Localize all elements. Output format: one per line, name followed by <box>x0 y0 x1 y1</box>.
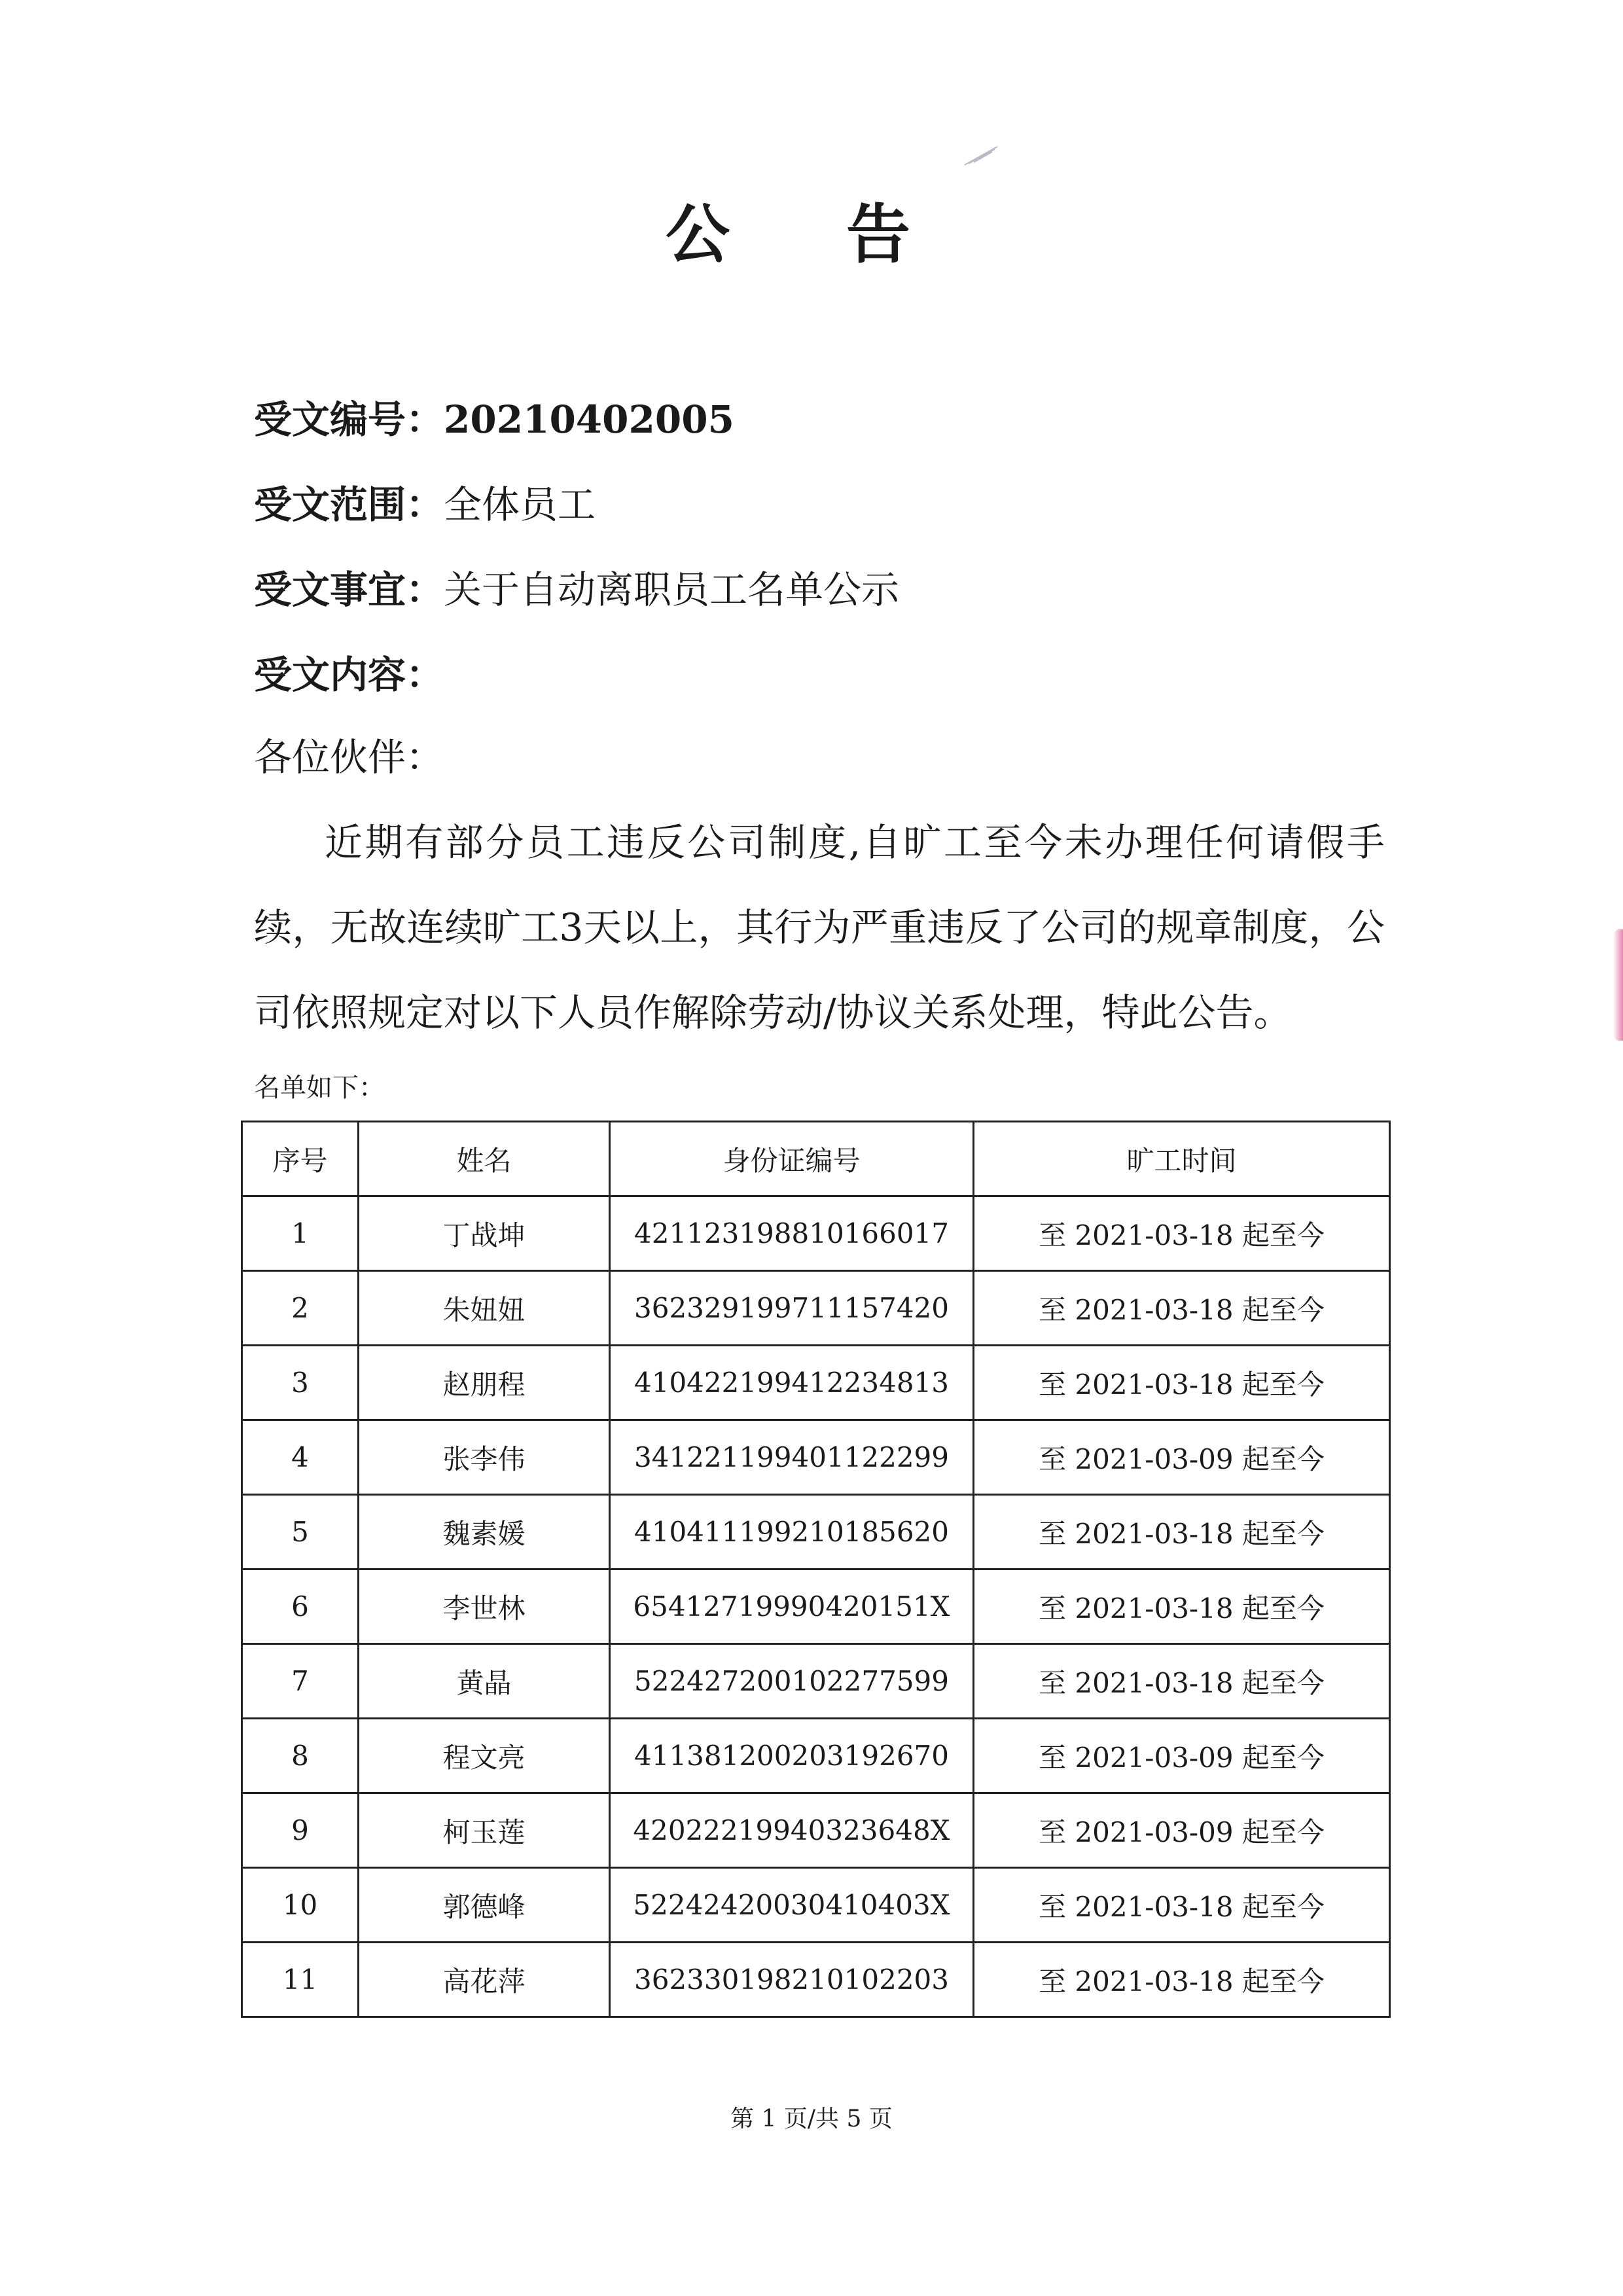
table-header-row <box>242 1122 1390 1196</box>
cell-id-number: 410411199210185620 <box>610 1495 974 1570</box>
cell-id-number: 522427200102277599 <box>610 1644 974 1719</box>
cell-index: 9 <box>242 1793 359 1868</box>
page-title: 公 告 <box>665 197 958 272</box>
cell-id-number: 65412719990420151X <box>610 1570 974 1644</box>
cell-index: 8 <box>242 1719 359 1793</box>
cell-absence-time: 至 2021-03-18 起至今 <box>974 1570 1390 1644</box>
scope-value: 全体员工 <box>444 482 596 527</box>
header-index: 序号 <box>242 1122 359 1196</box>
scan-smudge <box>962 143 1001 169</box>
cell-index: 7 <box>242 1644 359 1719</box>
cell-index: 6 <box>242 1570 359 1644</box>
header-id-number: 身份证编号 <box>610 1122 974 1196</box>
cell-name: 张李伟 <box>359 1420 610 1495</box>
list-label: 名单如下： <box>254 1073 385 1103</box>
cell-absence-time: 至 2021-03-18 起至今 <box>974 1196 1390 1271</box>
table-row <box>242 1570 1390 1644</box>
cell-index: 11 <box>242 1943 359 2017</box>
cell-id-number: 362329199711157420 <box>610 1271 974 1346</box>
cell-name: 李世林 <box>359 1570 610 1644</box>
cell-index: 10 <box>242 1868 359 1943</box>
cell-absence-time: 至 2021-03-09 起至今 <box>974 1719 1390 1793</box>
scope-row <box>254 482 596 527</box>
scope-label: 受文范围： <box>254 482 444 527</box>
cell-id-number: 42022219940323648X <box>610 1793 974 1868</box>
cell-name: 魏素媛 <box>359 1495 610 1570</box>
cell-absence-time: 至 2021-03-18 起至今 <box>974 1346 1390 1420</box>
cell-name: 丁战坤 <box>359 1196 610 1271</box>
cell-name: 柯玉莲 <box>359 1793 610 1868</box>
cell-index: 3 <box>242 1346 359 1420</box>
cell-id-number: 410422199412234813 <box>610 1346 974 1420</box>
cell-id-number: 411381200203192670 <box>610 1719 974 1793</box>
cell-absence-time: 至 2021-03-18 起至今 <box>974 1943 1390 2017</box>
cell-index: 2 <box>242 1271 359 1346</box>
cell-name: 朱妞妞 <box>359 1271 610 1346</box>
employee-table <box>241 1121 1391 2018</box>
cell-absence-time: 至 2021-03-09 起至今 <box>974 1420 1390 1495</box>
table-row <box>242 1495 1390 1570</box>
body-line-3-text: 司依照规定对以下人员作解除劳动/协议关系处理，特此公告。 <box>254 990 1292 1035</box>
table-row <box>242 1793 1390 1868</box>
cell-name: 郭德峰 <box>359 1868 610 1943</box>
cell-absence-time: 至 2021-03-09 起至今 <box>974 1793 1390 1868</box>
table-row <box>242 1868 1390 1943</box>
cell-id-number: 52242420030410403X <box>610 1868 974 1943</box>
body-line-3 <box>254 990 1385 1035</box>
cell-name: 赵朋程 <box>359 1346 610 1420</box>
cell-name: 黄晶 <box>359 1644 610 1719</box>
cell-id-number: 421123198810166017 <box>610 1196 974 1271</box>
body-line-1 <box>254 820 1385 865</box>
cell-id-number: 362330198210102203 <box>610 1943 974 2017</box>
salutation: 各位伙伴： <box>254 735 444 780</box>
header-name: 姓名 <box>359 1122 610 1196</box>
table-row <box>242 1346 1390 1420</box>
cell-absence-time: 至 2021-03-18 起至今 <box>974 1495 1390 1570</box>
body-line-2-text: 续 ， 无 故 连 续 旷 工 3 天 以 上 ， 其 行 为 严 重 违 反 了 公 司 的 规 章 制 度 ， 公 <box>254 905 1385 950</box>
doc-number-row <box>254 397 734 442</box>
cell-name: 高花萍 <box>359 1943 610 2017</box>
cell-absence-time: 至 2021-03-18 起至今 <box>974 1868 1390 1943</box>
table-row <box>242 1196 1390 1271</box>
content-row <box>254 653 444 697</box>
cell-index: 5 <box>242 1495 359 1570</box>
subject-label: 受文事宜： <box>254 567 444 612</box>
cell-index: 1 <box>242 1196 359 1271</box>
table-row <box>242 1420 1390 1495</box>
table-row <box>242 1644 1390 1719</box>
cell-id-number: 341221199401122299 <box>610 1420 974 1495</box>
body-line-1-text: 近 期 有 部 分 员 工 违 反 公 司 制 度 , 自 旷 工 至 今 未 办 理 任 何 请 假 手 <box>325 820 1385 865</box>
doc-number-label: 受文编号： <box>254 397 444 442</box>
subject-row <box>254 567 900 612</box>
header-absence-time: 旷工时间 <box>974 1122 1390 1196</box>
table-row <box>242 1719 1390 1793</box>
doc-number-value: 20210402005 <box>444 397 734 442</box>
table-row <box>242 1943 1390 2017</box>
body-line-2 <box>254 905 1385 950</box>
page-footer: 第 1 页/共 5 页 <box>730 2106 893 2132</box>
subject-value: 关于自动离职员工名单公示 <box>444 567 900 612</box>
cell-index: 4 <box>242 1420 359 1495</box>
table-row <box>242 1271 1390 1346</box>
content-label: 受文内容： <box>254 653 444 697</box>
cell-absence-time: 至 2021-03-18 起至今 <box>974 1644 1390 1719</box>
cell-absence-time: 至 2021-03-18 起至今 <box>974 1271 1390 1346</box>
seal-edge-mark <box>1614 929 1623 1041</box>
cell-name: 程文亮 <box>359 1719 610 1793</box>
